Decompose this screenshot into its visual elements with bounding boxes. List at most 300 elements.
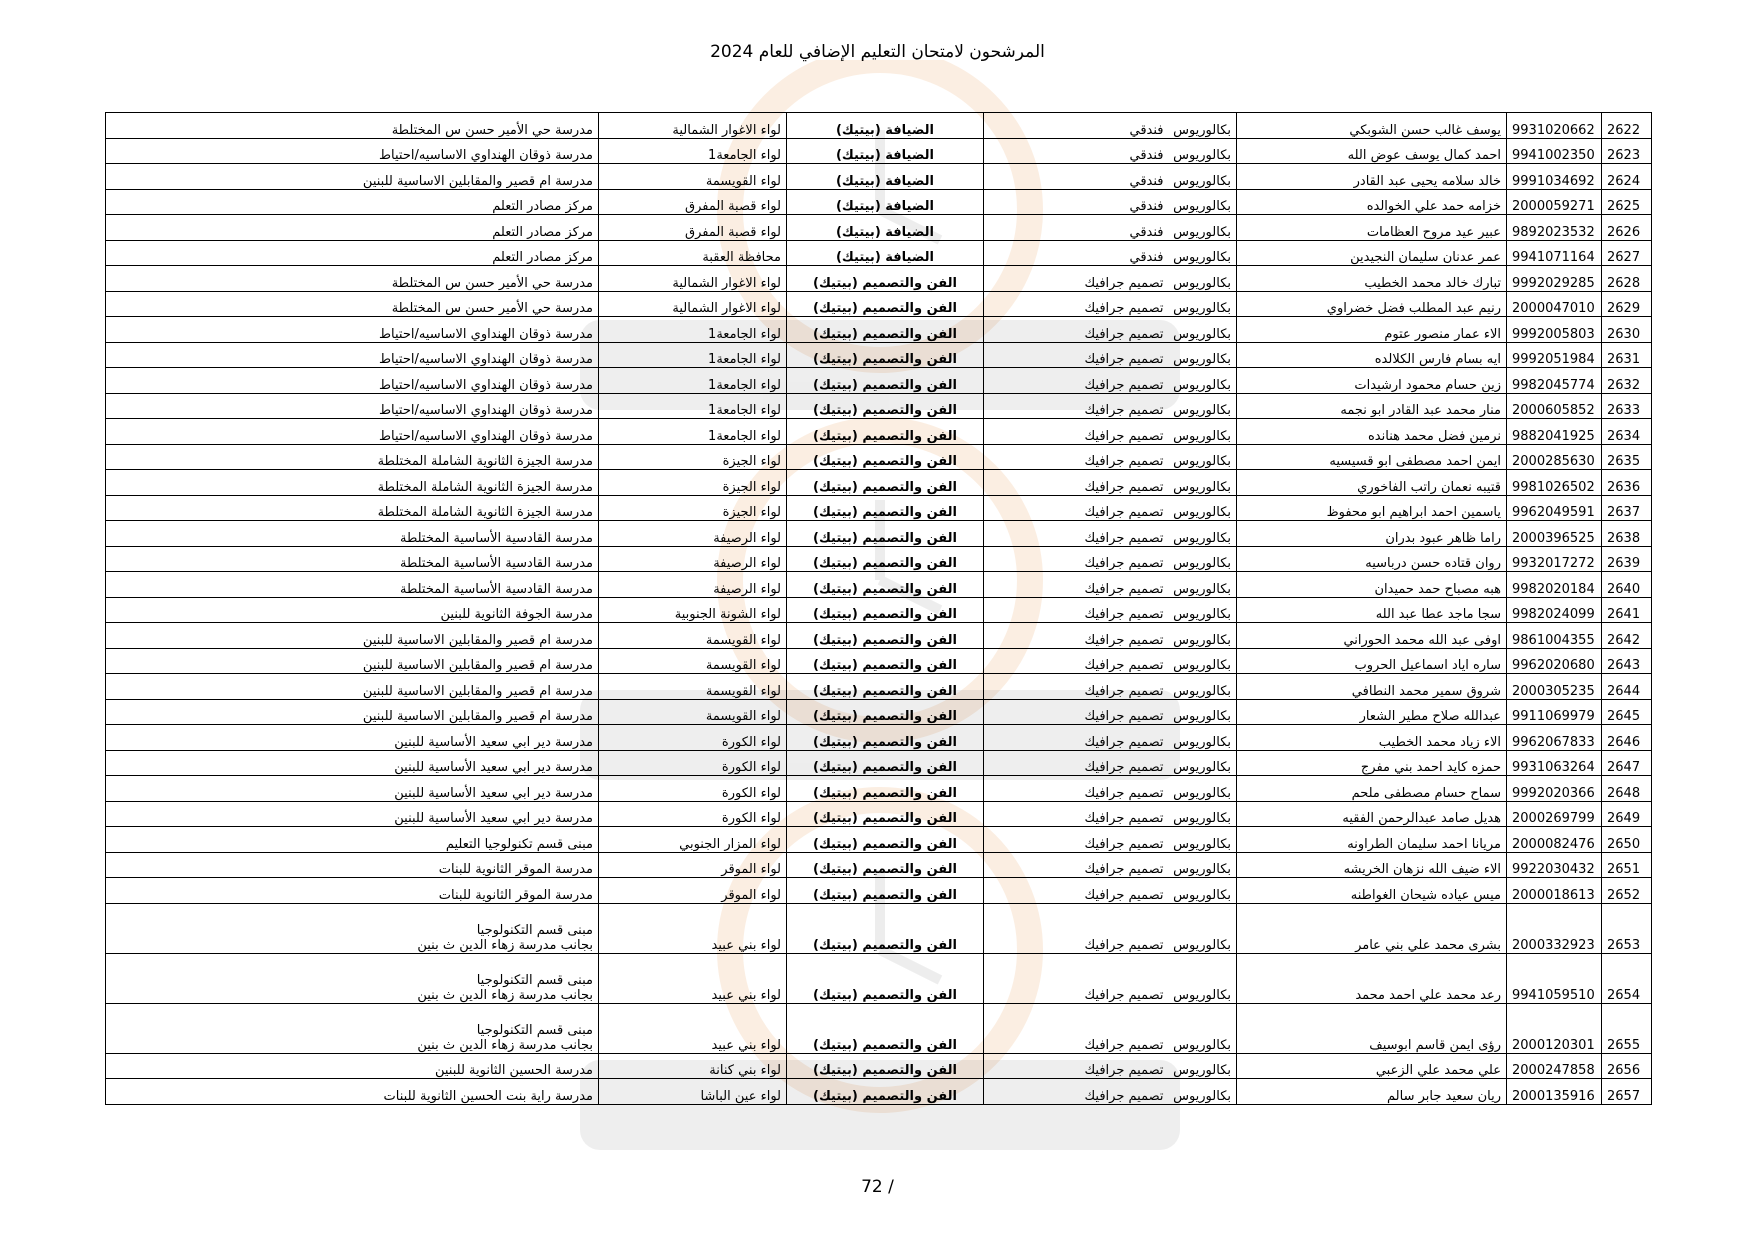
table-row — [106, 521, 1652, 547]
program-cell: الفن والتصميم (بيتيك) — [787, 903, 984, 953]
program-cell: الفن والتصميم (بيتيك) — [787, 623, 984, 649]
seq-cell: 2656 — [1602, 1053, 1652, 1079]
table-row — [106, 215, 1652, 241]
district-cell: لواء الجامعة1 — [599, 138, 787, 164]
exam-center-cell: مبنى قسم التكنولوجيا بجانب مدرسة زهاء الدين ث بنين — [106, 953, 599, 1003]
exam-center-cell: مدرسة ذوقان الهنداوي الاساسيه/احتياط — [106, 342, 599, 368]
national-id-cell: 9941071164 — [1507, 240, 1602, 266]
seq-cell: 2622 — [1602, 113, 1652, 139]
seq-cell: 2651 — [1602, 852, 1652, 878]
district-cell: لواء القويسمة — [599, 648, 787, 674]
district-cell: لواء الجامعة1 — [599, 419, 787, 445]
national-id-cell: 2000120301 — [1507, 1003, 1602, 1053]
qualification-cell: بكالوريوس — [1169, 164, 1237, 190]
major-cell: تصميم جرافيك — [984, 291, 1169, 317]
qualification-cell: بكالوريوس — [1169, 368, 1237, 394]
qualification-cell: بكالوريوس — [1169, 342, 1237, 368]
table-row — [106, 572, 1652, 598]
national-id-cell: 9982020184 — [1507, 572, 1602, 598]
name-cell: رؤى ايمن قاسم ابوسيف — [1237, 1003, 1507, 1053]
major-cell: تصميم جرافيك — [984, 827, 1169, 853]
major-cell: تصميم جرافيك — [984, 878, 1169, 904]
qualification-cell: بكالوريوس — [1169, 138, 1237, 164]
program-cell: الفن والتصميم (بيتيك) — [787, 266, 984, 292]
major-cell: تصميم جرافيك — [984, 597, 1169, 623]
qualification-cell: بكالوريوس — [1169, 953, 1237, 1003]
table-row — [106, 725, 1652, 751]
national-id-cell: 9861004355 — [1507, 623, 1602, 649]
qualification-cell: بكالوريوس — [1169, 597, 1237, 623]
table-row — [106, 317, 1652, 343]
district-cell: لواء قصبة المفرق — [599, 189, 787, 215]
seq-cell: 2638 — [1602, 521, 1652, 547]
national-id-cell: 9922030432 — [1507, 852, 1602, 878]
table-row — [106, 342, 1652, 368]
seq-cell: 2629 — [1602, 291, 1652, 317]
table-body — [106, 113, 1652, 1105]
seq-cell: 2631 — [1602, 342, 1652, 368]
name-cell: راما ظاهر عبود بدران — [1237, 521, 1507, 547]
district-cell: لواء الجامعة1 — [599, 342, 787, 368]
program-cell: الفن والتصميم (بيتيك) — [787, 572, 984, 598]
table-row — [106, 470, 1652, 496]
national-id-cell: 2000332923 — [1507, 903, 1602, 953]
exam-center-cell: مدرسة راية بنت الحسين الثانوية للبنات — [106, 1079, 599, 1105]
name-cell: هبه مصباح حمد حميدان — [1237, 572, 1507, 598]
program-cell: الضيافة (بيتيك) — [787, 113, 984, 139]
seq-cell: 2641 — [1602, 597, 1652, 623]
major-cell: تصميم جرافيك — [984, 1003, 1169, 1053]
exam-center-cell: مدرسة الحسين الثانوية للبنين — [106, 1053, 599, 1079]
table-row — [106, 750, 1652, 776]
exam-center-cell: مدرسة دير ابي سعيد الأساسية للبنين — [106, 725, 599, 751]
program-cell: الفن والتصميم (بيتيك) — [787, 419, 984, 445]
district-cell: لواء الجامعة1 — [599, 317, 787, 343]
national-id-cell: 2000305235 — [1507, 674, 1602, 700]
qualification-cell: بكالوريوس — [1169, 240, 1237, 266]
seq-cell: 2645 — [1602, 699, 1652, 725]
major-cell: فندقي — [984, 215, 1169, 241]
name-cell: يوسف غالب حسن الشوبكي — [1237, 113, 1507, 139]
exam-center-cell: مركز مصادر التعلم — [106, 215, 599, 241]
seq-cell: 2657 — [1602, 1079, 1652, 1105]
qualification-cell: بكالوريوس — [1169, 674, 1237, 700]
exam-center-cell: مدرسة دير ابي سعيد الأساسية للبنين — [106, 750, 599, 776]
major-cell: تصميم جرافيك — [984, 674, 1169, 700]
district-cell: لواء الاغوار الشمالية — [599, 291, 787, 317]
exam-center-cell: مدرسة حي الأمير حسن س المختلطة — [106, 291, 599, 317]
qualification-cell: بكالوريوس — [1169, 827, 1237, 853]
national-id-cell: 9931063264 — [1507, 750, 1602, 776]
exam-center-cell: مدرسة ام قصير والمقابلين الاساسية للبنين — [106, 164, 599, 190]
exam-center-cell: مدرسة ام قصير والمقابلين الاساسية للبنين — [106, 699, 599, 725]
seq-cell: 2648 — [1602, 776, 1652, 802]
qualification-cell: بكالوريوس — [1169, 189, 1237, 215]
page-title: المرشحون لامتحان التعليم الإضافي للعام 2024 — [710, 42, 1045, 62]
name-cell: هديل صامد عبدالرحمن الفقيه — [1237, 801, 1507, 827]
seq-cell: 2627 — [1602, 240, 1652, 266]
district-cell: لواء الاغوار الشمالية — [599, 113, 787, 139]
program-cell: الفن والتصميم (بيتيك) — [787, 317, 984, 343]
exam-center-cell: مدرسة ام قصير والمقابلين الاساسية للبنين — [106, 648, 599, 674]
qualification-cell: بكالوريوس — [1169, 1053, 1237, 1079]
qualification-cell: بكالوريوس — [1169, 572, 1237, 598]
district-cell: لواء بني عبيد — [599, 903, 787, 953]
qualification-cell: بكالوريوس — [1169, 546, 1237, 572]
district-cell: لواء الرصيفة — [599, 521, 787, 547]
qualification-cell: بكالوريوس — [1169, 801, 1237, 827]
qualification-cell: بكالوريوس — [1169, 215, 1237, 241]
qualification-cell: بكالوريوس — [1169, 266, 1237, 292]
program-cell: الفن والتصميم (بيتيك) — [787, 368, 984, 394]
national-id-cell: 2000059271 — [1507, 189, 1602, 215]
national-id-cell: 2000082476 — [1507, 827, 1602, 853]
district-cell: لواء القويسمة — [599, 164, 787, 190]
table-row — [106, 368, 1652, 394]
seq-cell: 2653 — [1602, 903, 1652, 953]
program-cell: الفن والتصميم (بيتيك) — [787, 546, 984, 572]
program-cell: الفن والتصميم (بيتيك) — [787, 597, 984, 623]
seq-cell: 2634 — [1602, 419, 1652, 445]
exam-center-cell: مدرسة ذوقان الهنداوي الاساسيه/احتياط — [106, 419, 599, 445]
exam-center-cell: مدرسة ذوقان الهنداوي الاساسيه/احتياط — [106, 138, 599, 164]
program-cell: الفن والتصميم (بيتيك) — [787, 852, 984, 878]
major-cell: فندقي — [984, 164, 1169, 190]
program-cell: الضيافة (بيتيك) — [787, 189, 984, 215]
program-cell: الفن والتصميم (بيتيك) — [787, 776, 984, 802]
table-row — [106, 597, 1652, 623]
program-cell: الضيافة (بيتيك) — [787, 164, 984, 190]
qualification-cell: بكالوريوس — [1169, 419, 1237, 445]
name-cell: الاء زياد محمد الخطيب — [1237, 725, 1507, 751]
seq-cell: 2626 — [1602, 215, 1652, 241]
national-id-cell: 9992051984 — [1507, 342, 1602, 368]
program-cell: الضيافة (بيتيك) — [787, 240, 984, 266]
seq-cell: 2647 — [1602, 750, 1652, 776]
name-cell: ساره اياد اسماعيل الحروب — [1237, 648, 1507, 674]
program-cell: الضيافة (بيتيك) — [787, 215, 984, 241]
seq-cell: 2637 — [1602, 495, 1652, 521]
district-cell: لواء الجامعة1 — [599, 393, 787, 419]
table-row — [106, 827, 1652, 853]
name-cell: الاء عمار منصور عتوم — [1237, 317, 1507, 343]
name-cell: عبدالله صلاح مطير الشعار — [1237, 699, 1507, 725]
name-cell: ميس عياده شيحان الغواطنه — [1237, 878, 1507, 904]
exam-center-cell: مدرسة الموقر الثانوية للبنات — [106, 852, 599, 878]
qualification-cell: بكالوريوس — [1169, 903, 1237, 953]
name-cell: علي محمد علي الزعبي — [1237, 1053, 1507, 1079]
table-row — [106, 852, 1652, 878]
national-id-cell: 9981026502 — [1507, 470, 1602, 496]
seq-cell: 2642 — [1602, 623, 1652, 649]
name-cell: سماح حسام مصطفى ملحم — [1237, 776, 1507, 802]
district-cell: لواء الجيزة — [599, 444, 787, 470]
major-cell: تصميم جرافيك — [984, 699, 1169, 725]
seq-cell: 2643 — [1602, 648, 1652, 674]
major-cell: تصميم جرافيك — [984, 444, 1169, 470]
seq-cell: 2650 — [1602, 827, 1652, 853]
name-cell: خزامه حمد علي الخوالده — [1237, 189, 1507, 215]
table-row — [106, 240, 1652, 266]
exam-center-cell: مبنى قسم التكنولوجيا بجانب مدرسة زهاء الدين ث بنين — [106, 1003, 599, 1053]
district-cell: لواء الاغوار الشمالية — [599, 266, 787, 292]
district-cell: لواء عين الباشا — [599, 1079, 787, 1105]
table-row — [106, 266, 1652, 292]
major-cell: تصميم جرافيك — [984, 317, 1169, 343]
seq-cell: 2649 — [1602, 801, 1652, 827]
exam-center-cell: مدرسة ام قصير والمقابلين الاساسية للبنين — [106, 674, 599, 700]
exam-center-cell: مدرسة ذوقان الهنداوي الاساسيه/احتياط — [106, 368, 599, 394]
name-cell: اوفى عبد الله محمد الحوراني — [1237, 623, 1507, 649]
major-cell: تصميم جرافيك — [984, 903, 1169, 953]
exam-center-cell: مدرسة ذوقان الهنداوي الاساسيه/احتياط — [106, 393, 599, 419]
name-cell: رعد محمد علي احمد محمد — [1237, 953, 1507, 1003]
major-cell: تصميم جرافيك — [984, 546, 1169, 572]
table-row — [106, 113, 1652, 139]
seq-cell: 2654 — [1602, 953, 1652, 1003]
district-cell: لواء الكورة — [599, 750, 787, 776]
seq-cell: 2628 — [1602, 266, 1652, 292]
table-row — [106, 164, 1652, 190]
major-cell: تصميم جرافيك — [984, 750, 1169, 776]
national-id-cell: 9982024099 — [1507, 597, 1602, 623]
qualification-cell: بكالوريوس — [1169, 623, 1237, 649]
national-id-cell: 9992005803 — [1507, 317, 1602, 343]
name-cell: ريان سعيد جابر سالم — [1237, 1079, 1507, 1105]
major-cell: فندقي — [984, 189, 1169, 215]
qualification-cell: بكالوريوس — [1169, 648, 1237, 674]
national-id-cell: 2000285630 — [1507, 444, 1602, 470]
district-cell: لواء الجيزة — [599, 495, 787, 521]
table-row — [106, 419, 1652, 445]
district-cell: لواء الكورة — [599, 801, 787, 827]
district-cell: لواء الرصيفة — [599, 572, 787, 598]
program-cell: الفن والتصميم (بيتيك) — [787, 342, 984, 368]
table-row — [106, 444, 1652, 470]
name-cell: سجا ماجد عطا عبد الله — [1237, 597, 1507, 623]
seq-cell: 2644 — [1602, 674, 1652, 700]
exam-center-cell: مدرسة ام قصير والمقابلين الاساسية للبنين — [106, 623, 599, 649]
program-cell: الفن والتصميم (بيتيك) — [787, 393, 984, 419]
major-cell: تصميم جرافيك — [984, 852, 1169, 878]
program-cell: الفن والتصميم (بيتيك) — [787, 648, 984, 674]
major-cell: تصميم جرافيك — [984, 342, 1169, 368]
seq-cell: 2652 — [1602, 878, 1652, 904]
district-cell: لواء الرصيفة — [599, 546, 787, 572]
name-cell: روان قتاده حسن درباسيه — [1237, 546, 1507, 572]
program-cell: الفن والتصميم (بيتيك) — [787, 827, 984, 853]
page-number: 72 / — [861, 1177, 894, 1197]
qualification-cell: بكالوريوس — [1169, 750, 1237, 776]
table-row — [106, 495, 1652, 521]
district-cell: لواء الشونة الجنوبية — [599, 597, 787, 623]
table-row — [106, 648, 1652, 674]
major-cell: فندقي — [984, 113, 1169, 139]
district-cell: لواء الموقر — [599, 878, 787, 904]
table-row — [106, 903, 1652, 953]
program-cell: الفن والتصميم (بيتيك) — [787, 495, 984, 521]
seq-cell: 2640 — [1602, 572, 1652, 598]
major-cell: تصميم جرافيك — [984, 266, 1169, 292]
program-cell: الفن والتصميم (بيتيك) — [787, 699, 984, 725]
seq-cell: 2623 — [1602, 138, 1652, 164]
major-cell: تصميم جرافيك — [984, 572, 1169, 598]
table-row — [106, 546, 1652, 572]
program-cell: الفن والتصميم (بيتيك) — [787, 470, 984, 496]
major-cell: تصميم جرافيك — [984, 368, 1169, 394]
district-cell: لواء الموقر — [599, 852, 787, 878]
table-row — [106, 674, 1652, 700]
national-id-cell: 2000135916 — [1507, 1079, 1602, 1105]
table-row — [106, 623, 1652, 649]
program-cell: الفن والتصميم (بيتيك) — [787, 801, 984, 827]
qualification-cell: بكالوريوس — [1169, 113, 1237, 139]
name-cell: مريانا احمد سليمان الطراونه — [1237, 827, 1507, 853]
seq-cell: 2655 — [1602, 1003, 1652, 1053]
table-row — [106, 1079, 1652, 1105]
table-row — [106, 189, 1652, 215]
major-cell: تصميم جرافيك — [984, 495, 1169, 521]
seq-cell: 2624 — [1602, 164, 1652, 190]
seq-cell: 2636 — [1602, 470, 1652, 496]
exam-center-cell: مدرسة ذوقان الهنداوي الاساسيه/احتياط — [106, 317, 599, 343]
major-cell: تصميم جرافيك — [984, 1053, 1169, 1079]
table-row — [106, 699, 1652, 725]
program-cell: الفن والتصميم (بيتيك) — [787, 444, 984, 470]
name-cell: ايمن احمد مصطفى ابو قسيسيه — [1237, 444, 1507, 470]
table-row — [106, 1053, 1652, 1079]
national-id-cell: 9992029285 — [1507, 266, 1602, 292]
seq-cell: 2646 — [1602, 725, 1652, 751]
qualification-cell: بكالوريوس — [1169, 521, 1237, 547]
exam-center-cell: مدرسة الموقر الثانوية للبنات — [106, 878, 599, 904]
major-cell: تصميم جرافيك — [984, 1079, 1169, 1105]
exam-center-cell: مبنى قسم التكنولوجيا بجانب مدرسة زهاء الدين ث بنين — [106, 903, 599, 953]
name-cell: منار محمد عبد القادر ابو نجمه — [1237, 393, 1507, 419]
exam-center-cell: مركز مصادر التعلم — [106, 240, 599, 266]
major-cell: تصميم جرافيك — [984, 521, 1169, 547]
district-cell: لواء القويسمة — [599, 623, 787, 649]
district-cell: محافظة العقبة — [599, 240, 787, 266]
qualification-cell: بكالوريوس — [1169, 878, 1237, 904]
district-cell: لواء الجامعة1 — [599, 368, 787, 394]
national-id-cell: 9911069979 — [1507, 699, 1602, 725]
name-cell: احمد كمال يوسف عوض الله — [1237, 138, 1507, 164]
qualification-cell: بكالوريوس — [1169, 495, 1237, 521]
seq-cell: 2633 — [1602, 393, 1652, 419]
district-cell: لواء المزار الجنوبي — [599, 827, 787, 853]
seq-cell: 2632 — [1602, 368, 1652, 394]
name-cell: عبير عيد مروح العظامات — [1237, 215, 1507, 241]
table-row — [106, 953, 1652, 1003]
national-id-cell: 2000047010 — [1507, 291, 1602, 317]
national-id-cell: 9941059510 — [1507, 953, 1602, 1003]
seq-cell: 2625 — [1602, 189, 1652, 215]
national-id-cell: 9892023532 — [1507, 215, 1602, 241]
major-cell: تصميم جرافيك — [984, 419, 1169, 445]
district-cell: لواء بني عبيد — [599, 953, 787, 1003]
name-cell: عمر عدنان سليمان النجيدين — [1237, 240, 1507, 266]
national-id-cell: 9992020366 — [1507, 776, 1602, 802]
table-row — [106, 138, 1652, 164]
major-cell: تصميم جرافيك — [984, 776, 1169, 802]
name-cell: رنيم عبد المطلب فضل خضراوي — [1237, 291, 1507, 317]
district-cell: لواء القويسمة — [599, 674, 787, 700]
name-cell: حمزه كايد احمد بني مفرج — [1237, 750, 1507, 776]
national-id-cell: 2000269799 — [1507, 801, 1602, 827]
candidates-table — [105, 112, 1652, 1105]
national-id-cell: 9932017272 — [1507, 546, 1602, 572]
qualification-cell: بكالوريوس — [1169, 470, 1237, 496]
seq-cell: 2630 — [1602, 317, 1652, 343]
national-id-cell: 9941002350 — [1507, 138, 1602, 164]
national-id-cell: 9931020662 — [1507, 113, 1602, 139]
national-id-cell: 9991034692 — [1507, 164, 1602, 190]
major-cell: فندقي — [984, 138, 1169, 164]
program-cell: الفن والتصميم (بيتيك) — [787, 750, 984, 776]
exam-center-cell: مدرسة الجوفة الثانوية للبنين — [106, 597, 599, 623]
name-cell: شروق سمير محمد النطافي — [1237, 674, 1507, 700]
table-row — [106, 776, 1652, 802]
name-cell: بشرى محمد علي بني عامر — [1237, 903, 1507, 953]
national-id-cell: 2000605852 — [1507, 393, 1602, 419]
name-cell: زين حسام محمود ارشيدات — [1237, 368, 1507, 394]
qualification-cell: بكالوريوس — [1169, 699, 1237, 725]
national-id-cell: 2000018613 — [1507, 878, 1602, 904]
qualification-cell: بكالوريوس — [1169, 444, 1237, 470]
major-cell: تصميم جرافيك — [984, 623, 1169, 649]
national-id-cell: 9882041925 — [1507, 419, 1602, 445]
qualification-cell: بكالوريوس — [1169, 317, 1237, 343]
national-id-cell: 9982045774 — [1507, 368, 1602, 394]
national-id-cell: 9962049591 — [1507, 495, 1602, 521]
district-cell: لواء بني كنانة — [599, 1053, 787, 1079]
qualification-cell: بكالوريوس — [1169, 776, 1237, 802]
major-cell: تصميم جرافيك — [984, 725, 1169, 751]
major-cell: تصميم جرافيك — [984, 648, 1169, 674]
exam-center-cell: مدرسة القادسية الأساسية المختلطة — [106, 546, 599, 572]
district-cell: لواء الكورة — [599, 776, 787, 802]
program-cell: الفن والتصميم (بيتيك) — [787, 674, 984, 700]
name-cell: قتيبه نعمان راتب الفاخوري — [1237, 470, 1507, 496]
exam-center-cell: مركز مصادر التعلم — [106, 189, 599, 215]
exam-center-cell: مدرسة الجيزة الثانوية الشاملة المختلطة — [106, 444, 599, 470]
exam-center-cell: مدرسة القادسية الأساسية المختلطة — [106, 572, 599, 598]
qualification-cell: بكالوريوس — [1169, 393, 1237, 419]
program-cell: الفن والتصميم (بيتيك) — [787, 1079, 984, 1105]
name-cell: خالد سلامه يحيى عبد القادر — [1237, 164, 1507, 190]
program-cell: الفن والتصميم (بيتيك) — [787, 291, 984, 317]
program-cell: الفن والتصميم (بيتيك) — [787, 878, 984, 904]
qualification-cell: بكالوريوس — [1169, 1003, 1237, 1053]
major-cell: تصميم جرافيك — [984, 470, 1169, 496]
seq-cell: 2635 — [1602, 444, 1652, 470]
national-id-cell: 2000247858 — [1507, 1053, 1602, 1079]
qualification-cell: بكالوريوس — [1169, 852, 1237, 878]
program-cell: الفن والتصميم (بيتيك) — [787, 521, 984, 547]
exam-center-cell: مبنى قسم تكنولوجيا التعليم — [106, 827, 599, 853]
major-cell: تصميم جرافيك — [984, 393, 1169, 419]
name-cell: تبارك خالد محمد الخطيب — [1237, 266, 1507, 292]
exam-center-cell: مدرسة حي الأمير حسن س المختلطة — [106, 266, 599, 292]
qualification-cell: بكالوريوس — [1169, 1079, 1237, 1105]
district-cell: لواء القويسمة — [599, 699, 787, 725]
national-id-cell: 9962067833 — [1507, 725, 1602, 751]
major-cell: فندقي — [984, 240, 1169, 266]
district-cell: لواء الكورة — [599, 725, 787, 751]
exam-center-cell: مدرسة حي الأمير حسن س المختلطة — [106, 113, 599, 139]
seq-cell: 2639 — [1602, 546, 1652, 572]
